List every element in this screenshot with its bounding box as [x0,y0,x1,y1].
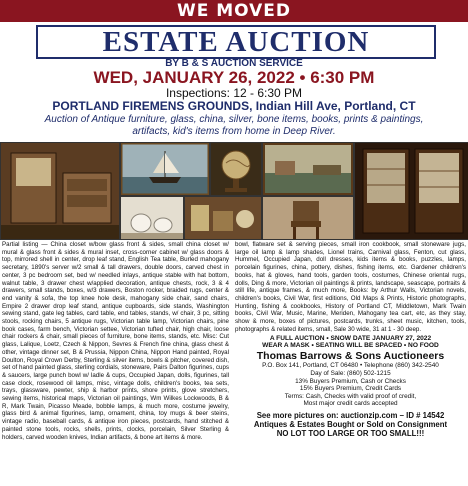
contact-line: Day of Sale: (860) 502-1215 [310,370,391,378]
auction-venue: PORTLAND FIREMENS GROUNDS, Indian Hill Ave, Portland, CT [52,99,416,113]
tea-set-photo [120,196,184,240]
auction-description: Auction of Antique furniture, glass, china, silver, bone items, books, prints & paintings, artifacts, kid's items from home in Deep River. [44,114,424,137]
collectibles-photo [184,196,262,240]
globe-photo [210,142,262,196]
header-banner: WE MOVED [0,0,468,22]
auction-title: ESTATE AUCTION [36,25,436,59]
listing-right-column [235,241,466,485]
contact-line: 15% Buyers Premium, Credit Cards [299,385,402,393]
contact-line: Terms: Cash, Checks with valid proof of credit, [284,392,417,400]
china-cabinet-photo [354,142,468,240]
inspection-time: Inspections: 12 - 6:30 PM [165,86,303,100]
consignment-notice: Antiques & Estates Bought or Sold on Consignment [253,420,448,429]
snow-date-notice: A FULL AUCTION • SNOW DATE JANUARY 27, 2022 [269,335,432,343]
partial-listing-left: Partial listing — China closet w/bow glass front & sides, small china closet w/ mural & glass front & sides & mural inset, cross-corner cabinet w/ glass doors & top, mirrored shell in center, drop leaf stand, English Tea table, Burled mahogany secretary, 1890's server w/2 small & tall drawers, double doors, carved chest in center, 3 pc bedroom set, bed w/ needled inlays, antique stable with hat bottom, walnut table, 3 drawer chest w/applied decoration, antique chests, rock, 3 & 4 drawers, small stands, boxes, w/3 drawers, Boston rocker, braided rugs, center & end vanity & sofa, the top knee hole desk, mahogany side chair, sand chairs, Empire 2 drawer drop leaf stand, antique cupboards, side stands, Washington sewing stand, gate leg tables, card table, end tables, stands, w/ chair, 3 pc, sitting stools, rocking chairs, 5 antique rugs, Victorian table lamp, Victorian chairs, pine book cases, farm bench, Victorian settee, Victorian tufted chair, high chair, loose chair rockers & chair, small pieces of furniture, bone items, stands, etc. Misc: Cut glass, Lalique, Loetz, Czech & Nippon, Sevres & French fine china, glass chest & other, vintage dinner set, B & Prussia, Nippon China, Nippon Hand painted, Royal Doulton, Royal Crown Derby, Sterling & silver items, bowls & pitcher, covered dish, set of hand painted glass, sterling cordials, stoneware, Pairs Dalton figurines, cups & saucers, large punch bowl w/ ladle & cups, Occupied Japan, dolls, figurines, tall case clock, rosewood oil lamps, misc, vintage dolls, children's books, tea sets, trays, glassware, pewter, ship & harbor prints, shore prints, glove stretchers, sewing items, historical maps, Victorian oil paintings, Wm Wilkes Lockwoods, B & R, Mark Twain, Picasso Meade, bobble lamps, & much more, costume jewelry, glass bird & animal figurines, lamp, ornament, china, toy mugs & beer steins, vintage radio, baseball cards, & antique iron pieces, postcards, hand stitched & painted stone tools, rocks, shells, prints, clocks, porcelain, Silver Sterling & holders, carved wooden knives, Indian artifacts, & bone art items & more. [2,241,229,441]
furniture-photo [0,142,120,240]
auctionzip-link[interactable]: See more pictures on: auctionzip.com – ID # 14542 [256,411,445,420]
auction-service-line: BY B & S AUCTION SERVICE [165,58,303,69]
partial-listing-right: bowl, flatware set & serving pieces, small iron cookbook, small stoneware jugs, large oil lamp & lamp shades, Lionel trains, Carnival glass, Fenton, cut glass, Hummel, Occupied Japan, doll dresses, kids items & books, puzzles, lamps, porcelain figurines, china, pottery, dishes, fishing items, etc. Gardener children's books, hat & gloves, hand tools, garden tools, costumes, Chinese oriental rugs, dolls, Ding & more, Victorian oil paintings & prints, landscape, seascape, portraits & still life, antique frames, & much more, Books: by Arthur Walls, Victorian novels, children's books, Civil War, first editions, Old Maps & Prints, Historic photographs, Hunting, fishing & cookbooks, History of Portland CT, Middletown, Mark Twain books, Civil War, Music, Marine, Meriden, Mahogany tea cart, etc, as they stay, show & more, boxes of pictures, postcards, trunks, sheet music, kitchen, tools, photographs & related items, small, Sale 30 wide, 31 at 1 - 30 deep. [235,241,466,333]
listing-columns [2,241,466,485]
chair-photo [262,196,354,240]
mask-notice: WEAR A MASK • SEATING WILL BE SPACED • NO FOOD [262,342,439,350]
contact-line: P.O. Box 141, Portland, CT 06480 • Telephone (860) 342-2540 [262,362,439,370]
ship-painting-photo [120,142,210,196]
no-lot-too-large: NO LOT TOO LARGE OR TOO SMALL!!! [276,429,425,438]
auctioneer-company: Thomas Barrows & Sons Auctioneers [256,350,445,363]
contact-line: 13% Buyers Premium, Cash or Checks [295,377,406,385]
contact-line: Most major credit cards accepted [303,400,398,408]
auction-date: WED, JANUARY 26, 2022 • 6:30 PM [93,68,375,87]
harbor-painting-photo [262,142,354,196]
